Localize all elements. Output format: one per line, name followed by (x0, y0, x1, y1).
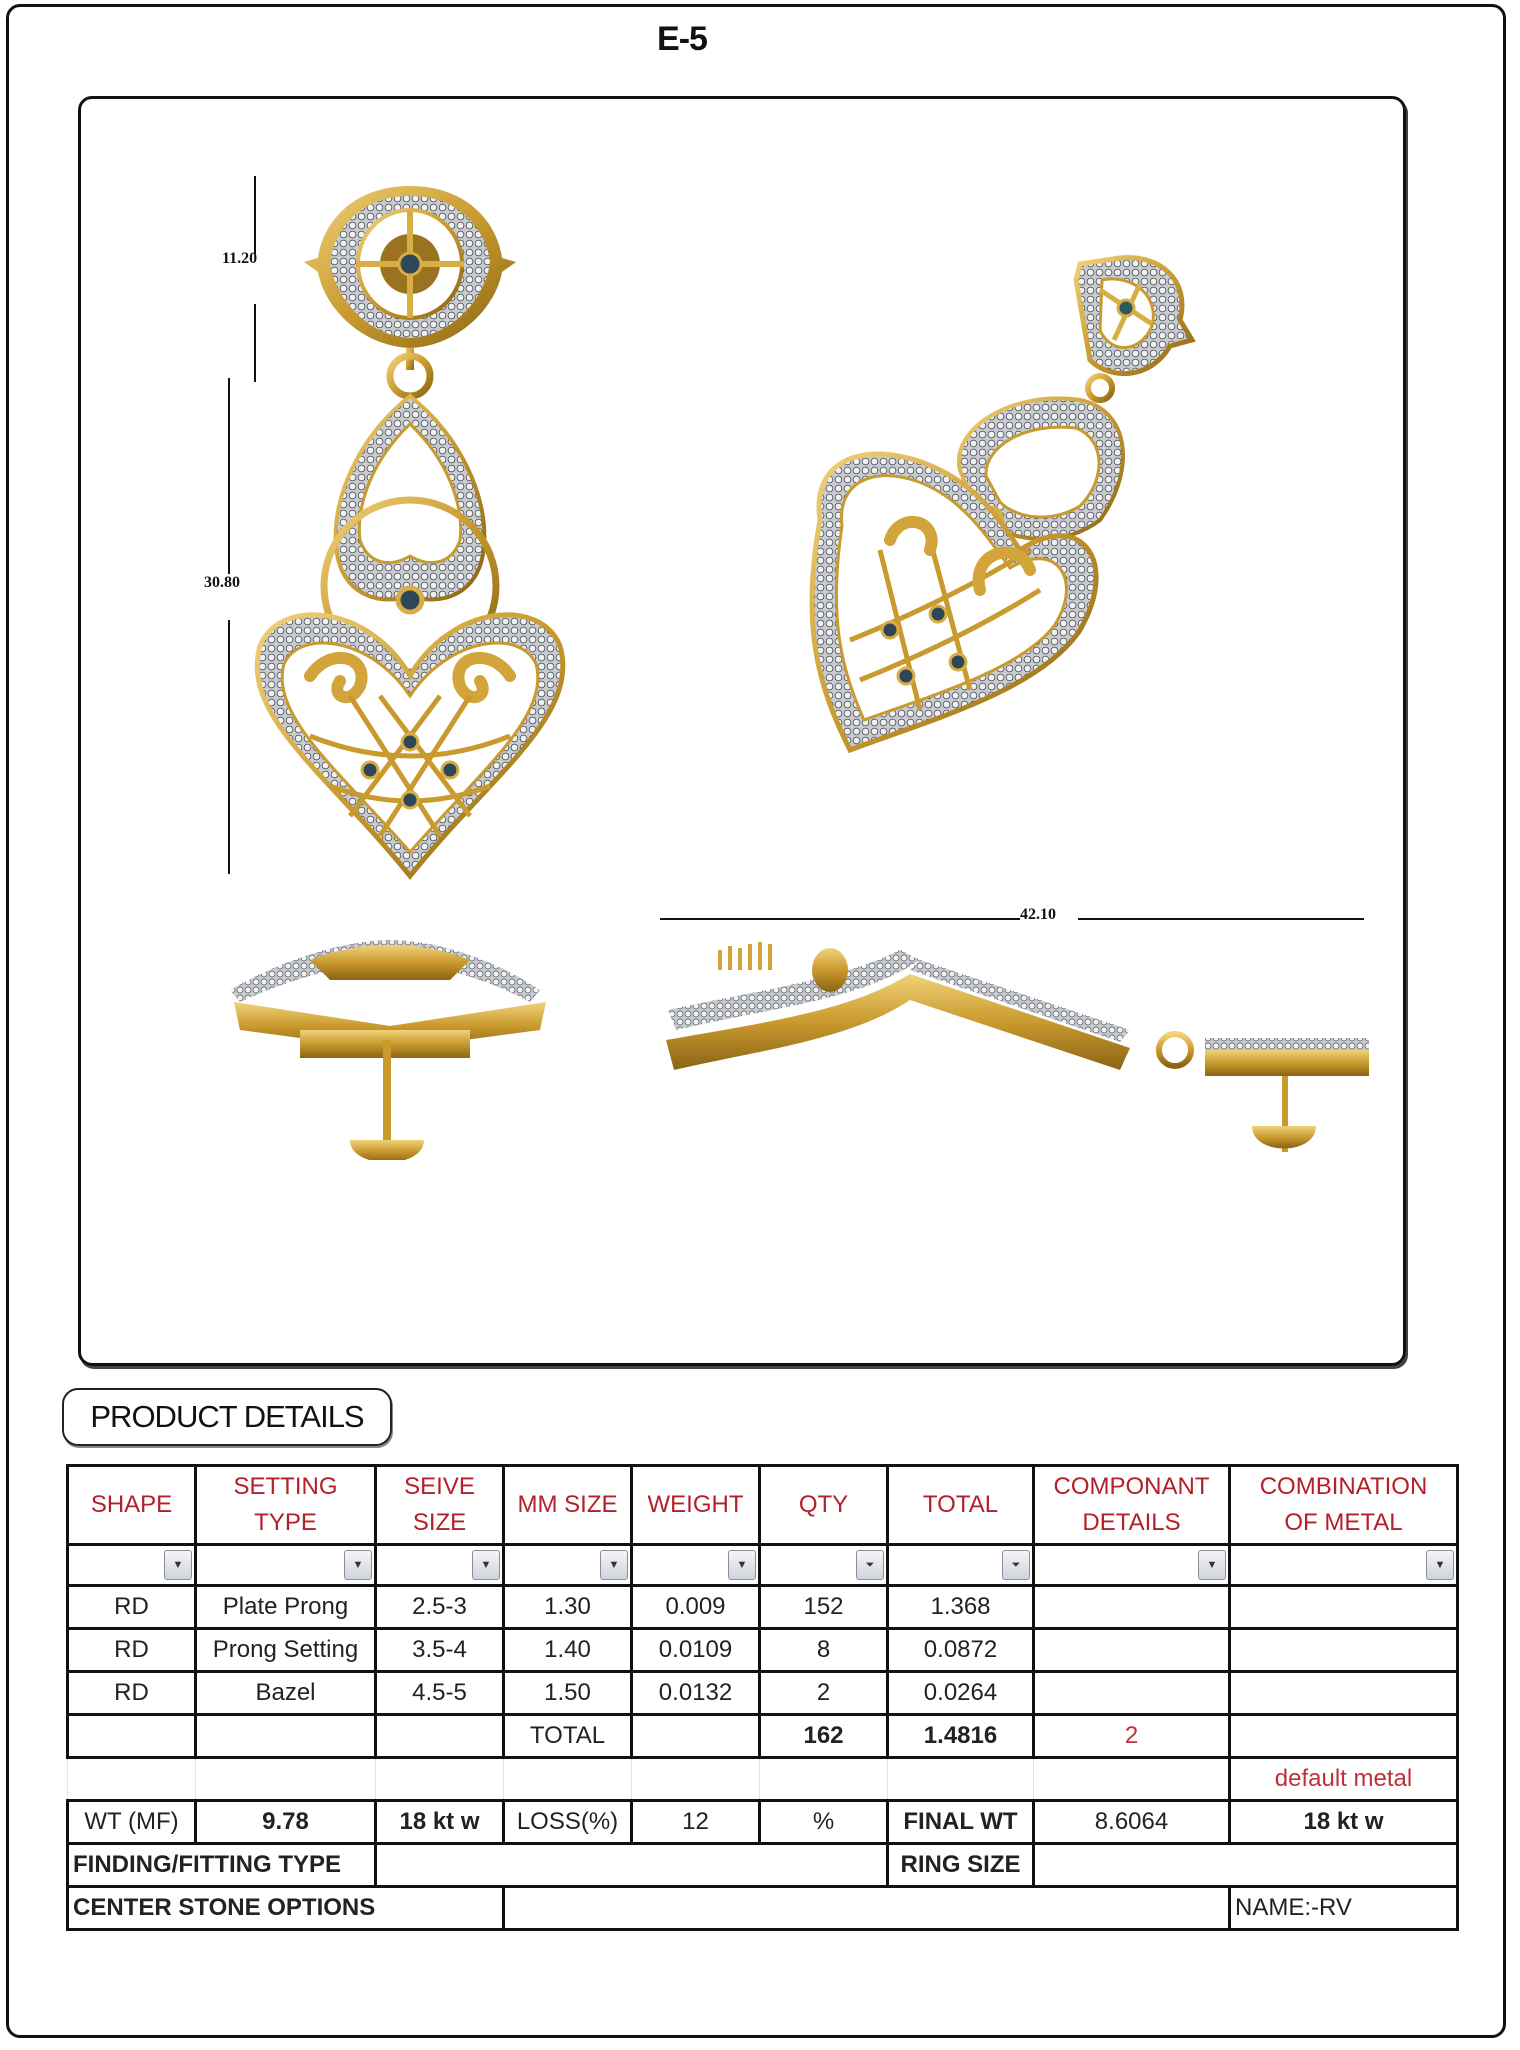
cell-seive: 2.5-3 (376, 1586, 504, 1629)
product-details-heading: PRODUCT DETAILS (62, 1388, 392, 1446)
ring-size-value (1034, 1844, 1458, 1887)
cell-setting: Bazel (196, 1672, 376, 1715)
header-mm-size: MM SIZE (504, 1466, 632, 1545)
header-total: TOTAL (888, 1466, 1034, 1545)
center-stone-options-label: CENTER STONE OPTIONS (68, 1887, 504, 1930)
dimension-line-length-right (1078, 918, 1364, 920)
dropdown-arrow-icon[interactable]: ▼ (164, 1550, 192, 1580)
cell-mm: 1.40 (504, 1629, 632, 1672)
cell-combo (1230, 1586, 1458, 1629)
dimension-line-drop (228, 378, 230, 574)
totals-label: TOTAL (504, 1715, 632, 1758)
earring-side-view-image (220, 930, 560, 1160)
header-qty: QTY (760, 1466, 888, 1545)
cell-seive: 3.5-4 (376, 1629, 504, 1672)
loss-value: 12 (632, 1801, 760, 1844)
cell-weight: 0.009 (632, 1586, 760, 1629)
cell-component (1034, 1672, 1230, 1715)
cell-total: 1.368 (888, 1586, 1034, 1629)
table-row (68, 1629, 1458, 1672)
finding-row (68, 1844, 1458, 1887)
totals-qty: 162 (760, 1715, 888, 1758)
earring-side-length-view-image (660, 930, 1380, 1160)
filter-funnel-icon[interactable]: ⏷ (1002, 1550, 1030, 1580)
totals-component-count: 2 (1034, 1715, 1230, 1758)
dropdown-arrow-icon[interactable]: ▼ (728, 1550, 756, 1580)
dimension-line-length-left (660, 918, 1020, 920)
designer-name: NAME:-RV (1230, 1887, 1458, 1930)
earring-perspective-view-image (780, 250, 1240, 770)
cell-qty: 152 (760, 1586, 888, 1629)
final-metal-karat: 18 kt w (1230, 1801, 1458, 1844)
cell-weight: 0.0109 (632, 1629, 760, 1672)
loss-label: LOSS(%) (504, 1801, 632, 1844)
cell-qty: 8 (760, 1629, 888, 1672)
cell-setting: Plate Prong (196, 1586, 376, 1629)
ring-size-label: RING SIZE (888, 1844, 1034, 1887)
page-title: E-5 (657, 20, 707, 58)
dropdown-arrow-icon[interactable]: ▼ (1426, 1550, 1454, 1580)
cell-component (1034, 1586, 1230, 1629)
filter-row (68, 1545, 1458, 1586)
cell-shape: RD (68, 1586, 196, 1629)
dimension-total-length: 42.10 (1020, 906, 1056, 923)
cell-total: 0.0872 (888, 1629, 1034, 1672)
cell-mm: 1.30 (504, 1586, 632, 1629)
default-metal-row (68, 1758, 1458, 1801)
wt-mf-value: 9.78 (196, 1801, 376, 1844)
finding-fitting-type-label: FINDING/FITTING TYPE (68, 1844, 376, 1887)
cell-weight: 0.0132 (632, 1672, 760, 1715)
dimension-line-drop-lower (228, 620, 230, 874)
center-stone-row (68, 1887, 1458, 1930)
totals-row (68, 1715, 1458, 1758)
cell-component (1034, 1629, 1230, 1672)
dimension-top-height: 11.20 (222, 250, 258, 267)
cell-total: 0.0264 (888, 1672, 1034, 1715)
dropdown-arrow-icon[interactable]: ▼ (600, 1550, 628, 1580)
metal-karat: 18 kt w (376, 1801, 504, 1844)
cell-combo (1230, 1672, 1458, 1715)
default-metal-label: default metal (1230, 1758, 1458, 1801)
cell-qty: 2 (760, 1672, 888, 1715)
dropdown-arrow-icon[interactable]: ▼ (1198, 1550, 1226, 1580)
table-row (68, 1672, 1458, 1715)
cell-setting: Prong Setting (196, 1629, 376, 1672)
table-row (68, 1586, 1458, 1629)
cell-combo (1230, 1629, 1458, 1672)
weight-row (68, 1801, 1458, 1844)
product-details-table (66, 1464, 1459, 1931)
final-wt-value: 8.6064 (1034, 1801, 1230, 1844)
cell-shape: RD (68, 1629, 196, 1672)
final-wt-label: FINAL WT (888, 1801, 1034, 1844)
header-setting-type: SETTING TYPE (196, 1466, 376, 1545)
dimension-drop-height: 30.80 (204, 574, 240, 591)
earring-front-view-image (240, 176, 580, 886)
header-shape: SHAPE (68, 1466, 196, 1545)
cell-seive: 4.5-5 (376, 1672, 504, 1715)
cell-shape: RD (68, 1672, 196, 1715)
header-combination-of-metal: COMBINATION OF METAL (1230, 1466, 1458, 1545)
header-seive-size: SEIVE SIZE (376, 1466, 504, 1545)
center-stone-options-value (504, 1887, 1230, 1930)
header-component-details: COMPONANT DETAILS (1034, 1466, 1230, 1545)
table-header-row (68, 1466, 1458, 1545)
header-weight: WEIGHT (632, 1466, 760, 1545)
dropdown-arrow-icon[interactable]: ▼ (472, 1550, 500, 1580)
dropdown-arrow-icon[interactable]: ▼ (344, 1550, 372, 1580)
loss-unit: % (760, 1801, 888, 1844)
finding-fitting-type-value (376, 1844, 888, 1887)
filter-funnel-icon[interactable]: ⏷ (856, 1550, 884, 1580)
totals-weight: 1.4816 (888, 1715, 1034, 1758)
cell-mm: 1.50 (504, 1672, 632, 1715)
wt-mf-label: WT (MF) (68, 1801, 196, 1844)
